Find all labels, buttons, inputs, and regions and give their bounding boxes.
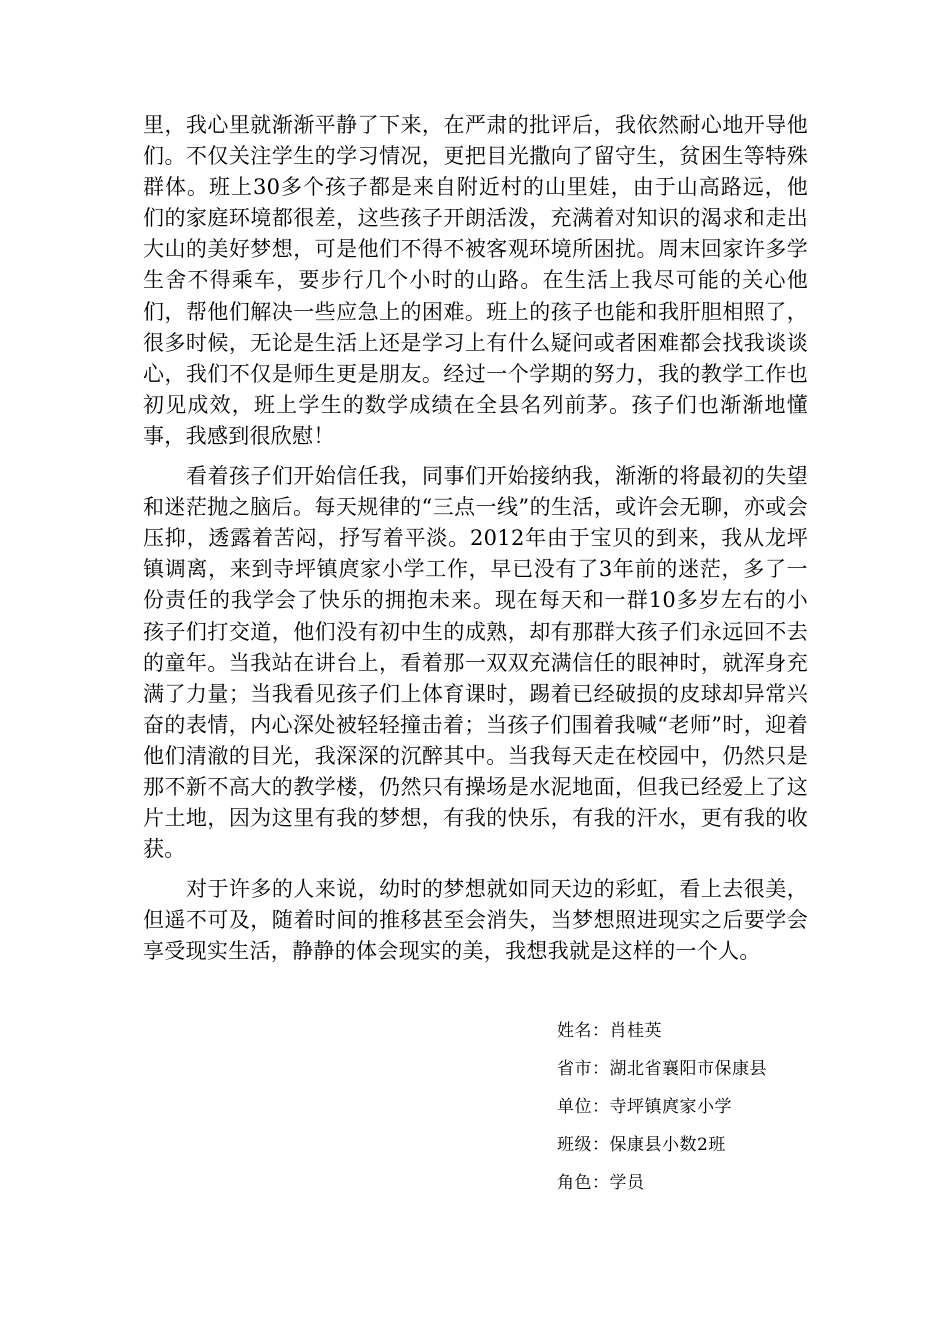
info-row-name bbox=[557, 1022, 857, 1041]
info-value-role: 学员 bbox=[609, 1173, 645, 1193]
info-label-name: 姓名： bbox=[557, 1021, 610, 1041]
paragraph-2: 看着孩子们开始信任我，同事们开始接纳我，渐渐的将最初的失望和迷茫抛之脑后。每天规律的“三点一线”的生活，或许会无聊，亦或会压抑，透露着苦闷，抒写着平淡。2012年由于宝贝的到来，我从龙坪镇调离，来到寺坪镇庹家小学工作，早已没有了3年前的迷茫，多了一份责任的我学会了快乐的拥抱未来。现在每天和一群10多岁左右的小孩子们打交道，他们没有初中生的成熟，却有那群大孩子们永远回不去的童年。当我站在讲台上，看着那一双双充满信任的眼神时，就浑身充满了力量；当我看见孩子们上体育课时，踢着已经破损的皮球却异常兴奋的表情，内心深处被轻轻撞击着；当孩子们围着我喊“老师”时，迎着他们清澈的目光，我深深的沉醉其中。当我每天走在校园中，仍然只是那不新不高大的教学楼，仍然只有操场是水泥地面，但我已经爱上了这片土地，因为这里有我的梦想，有我的快乐，有我的汗水，更有我的收获。 bbox=[143, 464, 808, 862]
info-value-unit: 寺坪镇庹家小学 bbox=[609, 1097, 732, 1117]
essay-body bbox=[143, 110, 808, 968]
info-label-province-city: 省市： bbox=[557, 1059, 610, 1079]
info-value-name: 肖桂英 bbox=[609, 1021, 662, 1041]
info-label-unit: 单位： bbox=[557, 1097, 610, 1117]
paragraph-1: 里，我心里就渐渐平静了下来，在严肃的批评后，我依然耐心地开导他们。不仅关注学生的学习情况，更把目光撒向了留守生，贫困生等特殊群体。班上30多个孩子都是来自附近村的山里娃，由于山高路远，他们的家庭环境都很差，这些孩子开朗活泼，充满着对知识的渴求和走出大山的美好梦想，可是他们不得不被客观环境所困扰。周末回家许多学生舍不得乘车，要步行几个小时的山路。在生活上我尽可能的关心他们，帮他们解决一些应急上的困难。班上的孩子也能和我肝胆相照了，很多时候，无论是生活上还是学习上有什么疑问或者困难都会找我谈谈心，我们不仅是师生更是朋友。经过一个学期的努力，我的教学工作也初见成效，班上学生的数学成绩在全县名列前茅。孩子们也渐渐地懂事，我感到很欣慰！ bbox=[143, 113, 808, 448]
info-label-role: 角色： bbox=[557, 1173, 610, 1193]
info-label-class: 班级： bbox=[557, 1135, 610, 1155]
author-info bbox=[557, 1022, 857, 1212]
info-value-class: 保康县小数2班 bbox=[609, 1135, 726, 1155]
info-row-unit bbox=[557, 1098, 857, 1117]
info-row-class bbox=[557, 1136, 857, 1155]
info-row-role bbox=[557, 1174, 857, 1193]
paragraph-3: 对于许多的人来说，幼时的梦想就如同天边的彩虹，看上去很美，但遥不可及，随着时间的推移甚至会消失，当梦想照进现实之后要学会享受现实生活，静静的体会现实的美，我想我就是这样的一个人。 bbox=[143, 877, 808, 964]
info-value-province-city: 湖北省襄阳市保康县 bbox=[609, 1059, 767, 1079]
info-row-province-city bbox=[557, 1060, 857, 1079]
